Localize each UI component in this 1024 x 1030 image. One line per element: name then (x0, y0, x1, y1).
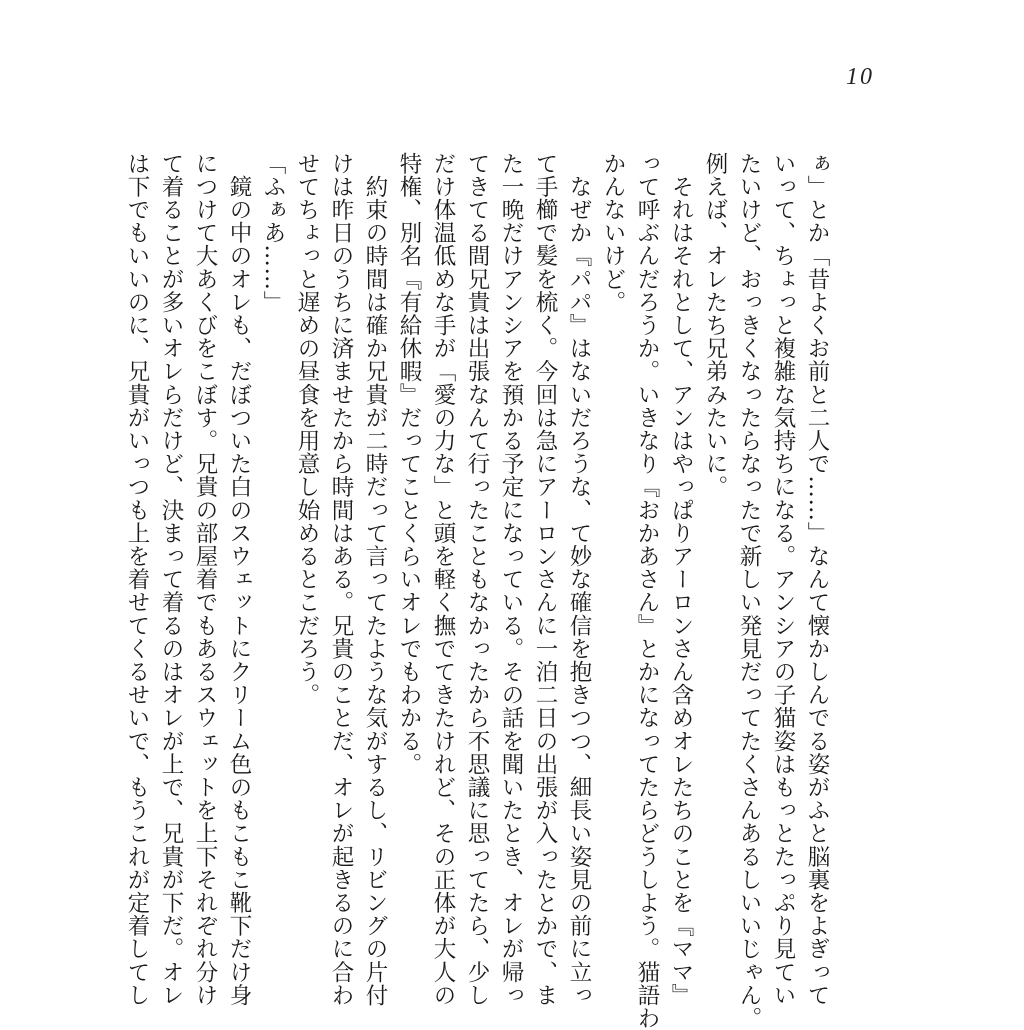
page-number: 10 (846, 64, 874, 90)
text-line: それはそれとして、アンはやっぱりアーロンさん含めオレたちのことを『ママ』 (668, 152, 694, 1007)
text-line: って呼ぶんだろうか。いきなり『おかあさん』とかになってたらどうしよう。猫語わ (634, 152, 660, 1030)
text-line: は下でもいいのに、兄貴がいっつも上を着せてくるせいで、もうこれが定着してし (124, 152, 150, 1007)
text-line: ぁ」とか「昔よくお前と二人で……」なんて懐かしんでる姿がふと脳裏をよぎって (804, 152, 830, 1007)
text-line: 約束の時間は確か兄貴が二時だって言ってたような気がするし、リビングの片付 (362, 152, 388, 1007)
text-line: せてちょっと遅めの昼食を用意し始めるとこだろう。 (294, 152, 320, 707)
text-line: 鏡の中のオレも、だぼついた白のスウェットにクリーム色のもこもこ靴下だけ身 (226, 152, 252, 1007)
vertical-text-body (124, 152, 834, 1030)
text-line: かんないけど。 (600, 152, 626, 314)
text-line: だけ体温低めな手が「愛の力な」と頭を軽く撫でてきたけれど、その正体が大人の (430, 152, 456, 1007)
text-line: けは昨日のうちに済ませたから時間はある。兄貴のことだ、オレが起きるのに合わ (328, 152, 354, 1007)
text-line: いって、ちょっと複雑な気持ちになる。アンシアの子猫姿はもっとたっぷり見てい (770, 152, 796, 1007)
text-line: につけて大あくびをこぼす。兄貴の部屋着でもあるスウェットを上下それぞれ分け (192, 152, 218, 1007)
text-line: 「ふぁあ……」 (260, 152, 286, 314)
text-line: 例えば、オレたち兄弟みたいに。 (702, 152, 728, 499)
text-line: なぜか『パパ』はないだろうな、て妙な確信を抱きつつ、細長い姿見の前に立っ (566, 152, 592, 1007)
text-line: 特権、別名『有給休暇』だってことくらいオレでもわかる。 (396, 152, 422, 776)
text-line: て手櫛で髪を梳く。今回は急にアーロンさんに一泊二日の出張が入ったとかで、ま (532, 152, 558, 1007)
text-line: たいけど、おっきくなったらなったで新しい発見だってたくさんあるしいいじゃん。 (736, 152, 762, 1030)
text-line: てきてる間兄貴は出張なんて行ったこともなかったから不思議に思ってたら、少し (464, 152, 490, 1007)
text-line: て着ることが多いオレらだけど、決まって着るのはオレが上で、兄貴が下だ。オレ (158, 152, 184, 1007)
text-line: た一晩だけアンシアを預かる予定になっている。その話を聞いたとき、オレが帰っ (498, 152, 524, 1007)
